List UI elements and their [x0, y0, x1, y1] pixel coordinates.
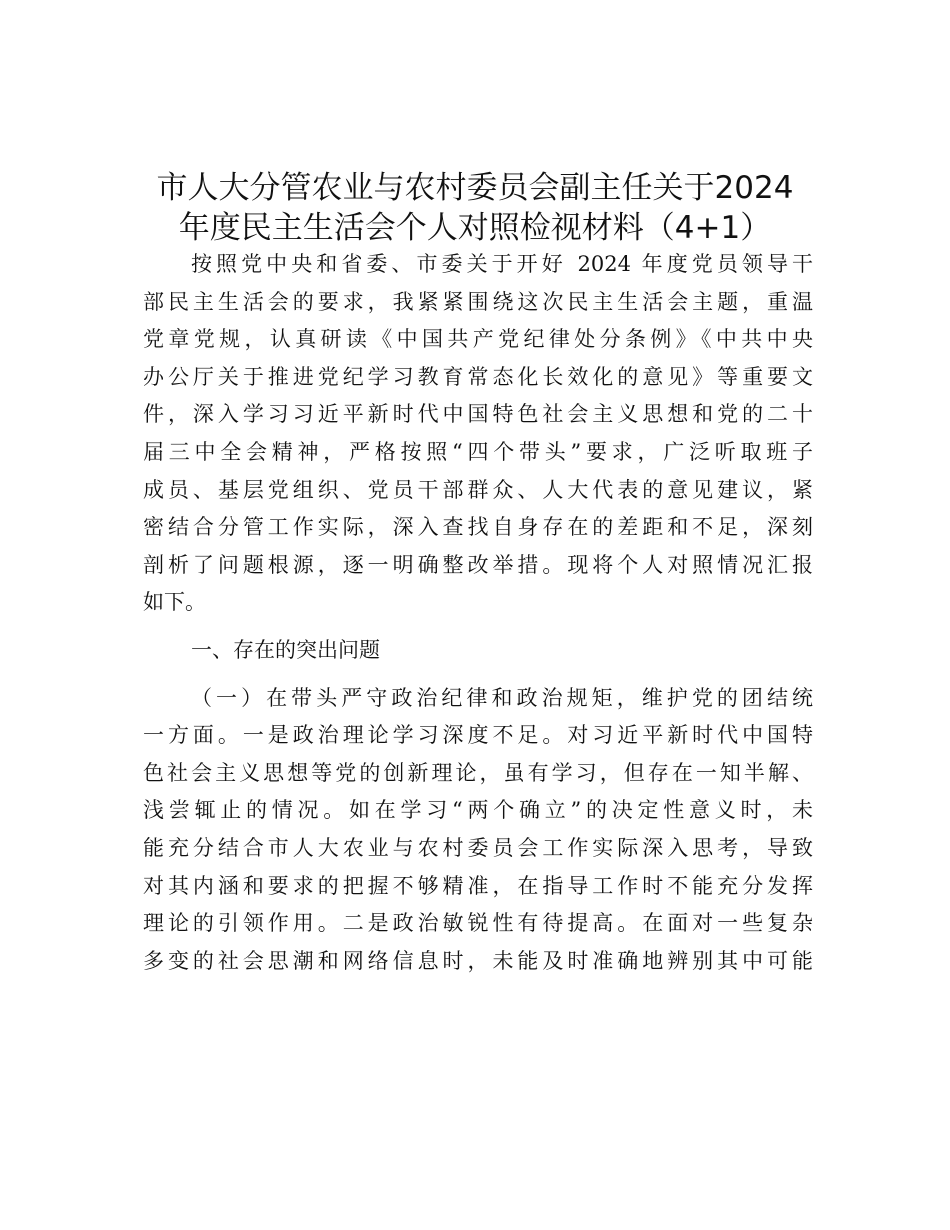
intro-paragraph-line: 届三中全会精神，严格按照“四个带头”要求，广泛听取班子	[143, 439, 813, 464]
section-paragraph-line: 色社会主义思想等党的创新理论，虽有学习，但存在一知半解、	[143, 760, 813, 785]
document-title-line-2: 年度民主生活会个人对照检视材料（4+1）	[178, 210, 772, 246]
intro-paragraph-line: 按照党中央和省委、市委关于开好 2024 年度党员领导干	[191, 252, 813, 276]
section-heading: 一、存在的突出问题	[191, 637, 380, 662]
document-title-line-1: 市人大分管农业与农村委员会副主任关于2024	[156, 170, 794, 206]
section-paragraph-line: 对其内涵和要求的把握不够精准，在指导工作时不能充分发挥	[143, 873, 813, 898]
intro-paragraph-line: 部民主生活会的要求，我紧紧围绕这次民主生活会主题，重温	[143, 289, 813, 314]
section-paragraph-line: （一）在带头严守政治纪律和政治规矩，维护党的团结统	[191, 685, 813, 710]
intro-paragraph-line: 党章党规，认真研读《中国共产党纪律处分条例》《中共中央	[143, 327, 813, 352]
section-paragraph-line: 多变的社会思潮和网络信息时，未能及时准确地辨别其中可能	[143, 948, 813, 973]
section-paragraph-line: 理论的引领作用。二是政治敏锐性有待提高。在面对一些复杂	[143, 911, 813, 936]
intro-paragraph-line: 成员、基层党组织、党员干部群众、人大代表的意见建议，紧	[143, 477, 813, 502]
intro-paragraph-line: 如下。	[143, 590, 206, 615]
intro-paragraph-line: 剖析了问题根源，逐一明确整改举措。现将个人对照情况汇报	[143, 552, 813, 577]
section-paragraph-line: 一方面。一是政治理论学习深度不足。对习近平新时代中国特	[143, 723, 813, 748]
document-body	[143, 246, 813, 980]
intro-paragraph-line: 件，深入学习习近平新时代中国特色社会主义思想和党的二十	[143, 402, 813, 427]
section-paragraph-line: 能充分结合市人大农业与农村委员会工作实际深入思考，导致	[143, 835, 813, 860]
intro-paragraph-line: 密结合分管工作实际，深入查找自身存在的差距和不足，深刻	[143, 515, 813, 540]
intro-paragraph-line: 办公厅关于推进党纪学习教育常态化长效化的意见》等重要文	[143, 364, 813, 389]
section-paragraph-line: 浅尝辄止的情况。如在学习“两个确立”的决定性意义时，未	[143, 798, 813, 823]
